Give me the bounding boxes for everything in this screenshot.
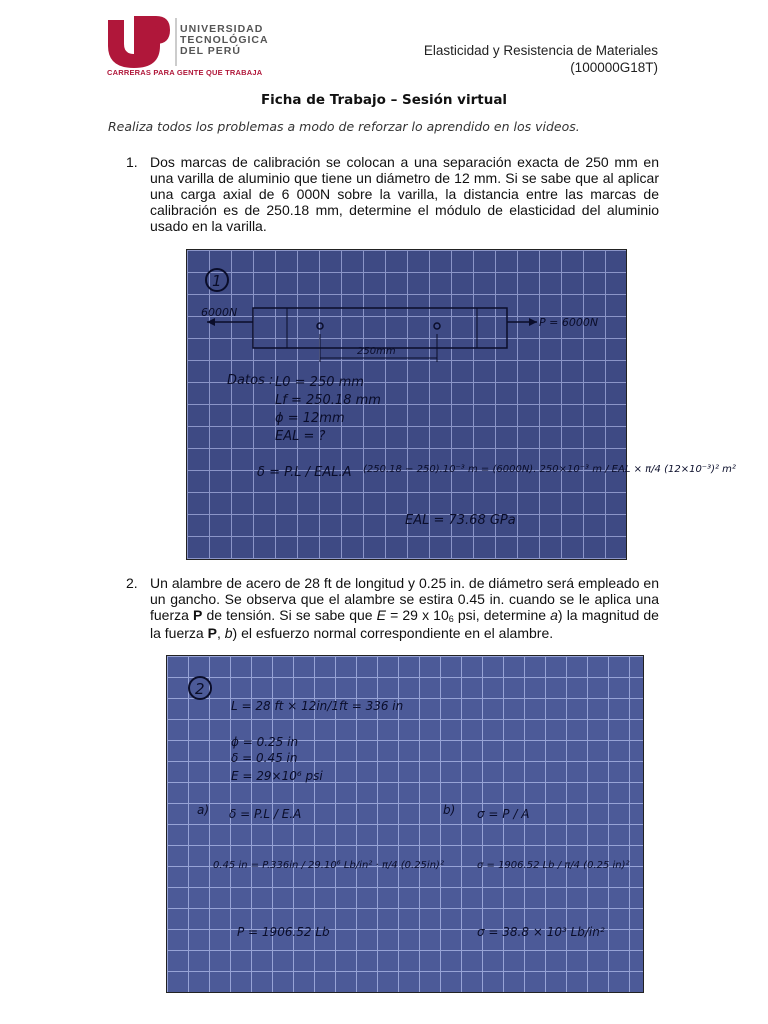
eal-value: EAL = ?: [275, 429, 326, 444]
part-a-result: P = 1906.52 Lb: [237, 925, 330, 939]
sheet-title: Ficha de Trabajo – Sesión virtual: [260, 92, 508, 108]
university-slogan: CARRERAS PARA GENTE QUE TRABAJA: [107, 68, 263, 77]
instruction-text: Realiza todos los problemas a modo de reforzar lo aprendido en los videos.: [108, 119, 580, 134]
problem-number: 1.: [126, 154, 138, 170]
e-value: E = 29×10⁶ psi: [231, 769, 323, 783]
result: EAL = 73.68 GPa: [405, 513, 516, 528]
course-header: [424, 42, 658, 76]
formula-rhs: (250.18 − 250).10⁻³ m = (6000N). 250×10⁻³ m / EAL × π/4 (12×10⁻³)² m²: [363, 464, 736, 475]
handwritten-solution-photo-1: [186, 249, 736, 560]
problem-2: [126, 575, 659, 641]
part-a-formula: δ = P.L / E.A: [229, 807, 302, 821]
circle-label: 2: [195, 680, 205, 698]
part-a-label: a): [197, 803, 210, 817]
phi-value: ϕ = 0.25 in: [231, 735, 299, 749]
length-value: L = 28 ft × 12in/1ft = 336 in: [231, 699, 404, 713]
part-b-substitution: σ = 1906.52 Lb / π/4 (0.25 in)²: [477, 860, 630, 871]
problem-text: Un alambre de acero de 28 ft de longitud y 0.25 in. de diámetro será empleado en un gancho. Se observa que el alambre se estira 0.45 in. cuando se le aplica una fuerza P de tensión. Si se sabe que E = 29 x $10_6$ psi, determine a) la magnitud de la fuerza P, b) el esfuerzo normal correspondiente en el alambre.: [150, 575, 659, 641]
formula-lhs: δ = P.L / EAL.A: [257, 465, 352, 480]
datos-label: Datos :: [227, 373, 274, 388]
course-name: Elasticidad y Resistencia de Materiales: [423, 43, 658, 58]
circle-label: 1: [212, 272, 222, 290]
part-b-result: σ = 38.8 × 10³ Lb/in²: [477, 925, 605, 939]
problem-text: Dos marcas de calibración se colocan a una separación exacta de 250 mm en una varilla de aluminio que tiene un diámetro de 12 mm. Si se sabe que al aplicar una carga axial de 6 000N sobre la varilla, la distancia entre las marcas de calibración es de 250.18 mm, determine el módulo de elasticidad del aluminio usado en la varilla.: [150, 154, 659, 234]
handwritten-solution-photo-2: [166, 655, 644, 993]
part-b-formula: σ = P / A: [477, 807, 530, 821]
course-code: (100000G18T): [570, 60, 658, 75]
part-a-substitution: 0.45 in = P.336in / 29.10⁶ Lb/in² · π/4 (0.25in)²: [213, 860, 444, 871]
load-left: 6000N: [201, 306, 238, 319]
university-name: UNIVERSIDAD TECNOLÓGICA DEL PERÚ: [180, 23, 269, 57]
load-right: P = 6000N: [539, 316, 599, 329]
l0-value: L0 = 250 mm: [275, 375, 364, 390]
phi-value: ϕ = 12mm: [275, 411, 345, 426]
part-b-label: b): [443, 803, 456, 817]
problem-number: 2.: [126, 575, 138, 591]
dimension-label: 250mm: [357, 346, 396, 357]
lf-value: Lf = 250.18 mm: [275, 393, 381, 408]
delta-value: δ = 0.45 in: [231, 751, 298, 765]
problem-1: [126, 154, 659, 234]
